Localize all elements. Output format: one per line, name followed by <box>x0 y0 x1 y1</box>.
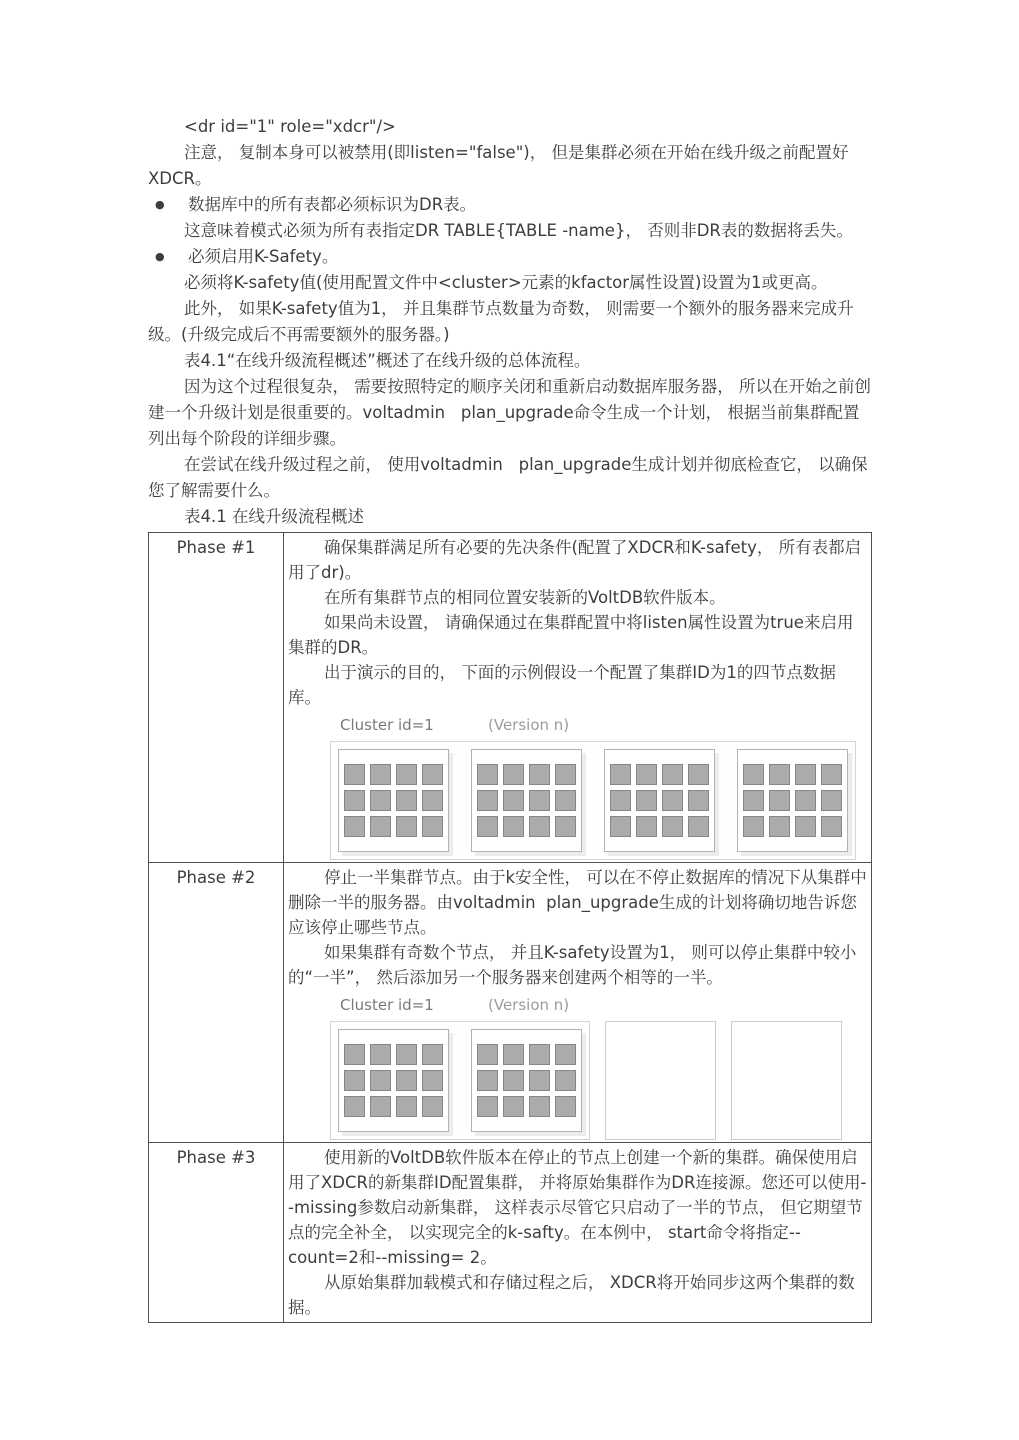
document-content <box>148 114 872 1323</box>
partition-square <box>422 1096 443 1117</box>
partition-square <box>477 1044 498 1065</box>
partition-square <box>769 790 790 811</box>
partition-square <box>743 816 764 837</box>
intro-paragraph: 此外， 如果K-safety值为1， 并且集群节点数量为奇数， 则需要一个额外的服务器来完成升级。(升级完成后不再需要额外的服务器。) <box>148 299 854 344</box>
partition-square <box>344 790 365 811</box>
server-node-stopped <box>731 1021 842 1140</box>
partition-square <box>636 816 657 837</box>
partition-square <box>555 1096 576 1117</box>
partition-square <box>370 1070 391 1091</box>
partition-square <box>503 764 524 785</box>
table-row <box>149 863 872 1143</box>
partition-square <box>422 816 443 837</box>
partition-square <box>795 816 816 837</box>
partition-square <box>555 1044 576 1065</box>
partition-square <box>821 790 842 811</box>
partition-square <box>529 764 550 785</box>
partition-grid <box>344 1044 443 1117</box>
partition-square <box>344 1044 365 1065</box>
partition-square <box>636 790 657 811</box>
partition-square <box>769 764 790 785</box>
cluster-boundary <box>330 741 856 860</box>
partition-square <box>503 790 524 811</box>
partition-square <box>662 790 683 811</box>
phase-label-cell <box>149 1143 284 1323</box>
server-node-running <box>737 749 848 852</box>
partition-square <box>477 816 498 837</box>
partition-grid <box>610 764 709 837</box>
cluster-diagram-phase2 <box>330 996 867 1140</box>
xml-snippet-line: <dr id="1" role="xdcr"/> <box>184 117 396 136</box>
table-caption: 表4.1 在线升级流程概述 <box>184 507 364 526</box>
partition-square <box>477 790 498 811</box>
partition-square <box>503 1070 524 1091</box>
partition-square <box>396 1070 417 1091</box>
partition-square <box>529 816 550 837</box>
partition-square <box>503 1044 524 1065</box>
partition-square <box>370 1044 391 1065</box>
partition-grid <box>344 764 443 837</box>
partition-grid <box>477 764 576 837</box>
partition-square <box>503 1096 524 1117</box>
cell-paragraph: 确保集群满足所有必要的先决条件(配置了XDCR和K-safety， 所有表都启用了dr)。 <box>288 538 862 582</box>
partition-square <box>396 1096 417 1117</box>
partition-square <box>370 764 391 785</box>
upgrade-phase-table <box>148 532 872 1323</box>
intro-paragraph: 表4.1“在线升级流程概述”概述了在线升级的总体流程。 <box>184 351 591 370</box>
partition-square <box>555 790 576 811</box>
intro-paragraph: 因为这个过程很复杂， 需要按照特定的顺序关闭和重新启动数据库服务器， 所以在开始之前创建一个升级计划是很重要的。voltadmin plan_upgrade命令生成一个计划， 根据当前集群配置列出每个阶段的详细步骤。 <box>148 377 871 448</box>
server-node-running <box>471 1029 582 1132</box>
partition-square <box>555 816 576 837</box>
intro-paragraph: 这意味着模式必须为所有表指定DR TABLE{TABLE -name}， 否则非DR表的数据将丢失。 <box>184 221 853 240</box>
phase-label-cell <box>149 863 284 1143</box>
partition-square <box>688 790 709 811</box>
partition-square <box>821 764 842 785</box>
partition-square <box>529 790 550 811</box>
partition-square <box>422 764 443 785</box>
partition-square <box>344 1096 365 1117</box>
partition-square <box>370 790 391 811</box>
cell-paragraph: 停止一半集群节点。由于k安全性， 可以在不停止数据库的情况下从集群中删除一半的服务器。由voltadmin plan_upgrade生成的计划将确切地告诉您应该停止哪些节点。 <box>288 868 867 937</box>
partition-square <box>688 816 709 837</box>
cell-paragraph: 如果集群有奇数个节点， 并且K-safety设置为1， 则可以停止集群中较小的“一半”， 然后添加另一个服务器来创建两个相等的一半。 <box>288 943 857 987</box>
partition-square <box>821 816 842 837</box>
bullet-icon: ● <box>155 198 165 211</box>
bullet-text: 必须启用K-Safety。 <box>188 247 339 266</box>
cluster-id-label: Cluster id=1 <box>340 996 434 1014</box>
partition-square <box>555 1070 576 1091</box>
cell-paragraph: 出于演示的目的， 下面的示例假设一个配置了集群ID为1的四节点数据库。 <box>288 663 836 707</box>
phase-label: Phase #1 <box>176 538 256 557</box>
table-row <box>149 1143 872 1323</box>
phase-body-cell <box>284 863 872 1143</box>
partition-square <box>344 1070 365 1091</box>
cluster-boundary <box>330 1021 590 1140</box>
cluster-id-label: Cluster id=1 <box>340 716 434 734</box>
partition-square <box>769 816 790 837</box>
diagram-labels <box>330 996 867 1014</box>
cell-paragraph: 在所有集群节点的相同位置安装新的VoltDB软件版本。 <box>324 588 726 607</box>
table-row <box>149 533 872 863</box>
bullet-icon: ● <box>155 250 165 263</box>
partition-square <box>529 1070 550 1091</box>
partition-grid <box>477 1044 576 1117</box>
partition-square <box>503 816 524 837</box>
partition-square <box>555 764 576 785</box>
partition-square <box>477 1096 498 1117</box>
cell-paragraph: 使用新的VoltDB软件版本在停止的节点上创建一个新的集群。确保使用启用了XDCR的新集群ID配置集群， 并将原始集群作为DR连接源。您还可以使用--missing参数启动新集群， 这样表示尽管它只启动了一半的节点， 但它期望节点的完全补全， 以实现完全的k-safty。在本例中， start命令将指定--count=2和--missing= 2。 <box>288 1148 867 1267</box>
partition-square <box>636 764 657 785</box>
cell-paragraph: 从原始集群加载模式和存储过程之后， XDCR将开始同步这两个集群的数据。 <box>288 1273 855 1317</box>
intro-paragraph: 必须将K-safety值(使用配置文件中<cluster>元素的kfactor属性设置)设置为1或更高。 <box>184 273 828 292</box>
server-row <box>330 741 867 860</box>
phase-body-cell <box>284 533 872 863</box>
cell-paragraph: 如果尚未设置， 请确保通过在集群配置中将listen属性设置为true来启用集群的DR。 <box>288 613 854 657</box>
bullet-item <box>148 244 872 270</box>
partition-square <box>370 816 391 837</box>
server-node-running <box>471 749 582 852</box>
partition-square <box>529 1096 550 1117</box>
bullet-item <box>148 192 872 218</box>
diagram-labels <box>330 716 867 734</box>
partition-square <box>396 790 417 811</box>
phase-body-cell <box>284 1143 872 1323</box>
partition-square <box>688 764 709 785</box>
server-node-running <box>338 1029 449 1132</box>
partition-square <box>396 1044 417 1065</box>
partition-square <box>795 764 816 785</box>
partition-square <box>344 764 365 785</box>
partition-square <box>477 1070 498 1091</box>
version-label: (Version n) <box>488 996 570 1014</box>
partition-square <box>422 790 443 811</box>
cluster-diagram-phase1 <box>330 716 867 860</box>
partition-square <box>422 1070 443 1091</box>
intro-paragraph: 注意， 复制本身可以被禁用(即listen="false")， 但是集群必须在开始在线升级之前配置好XDCR。 <box>148 143 849 188</box>
bullet-text: 数据库中的所有表都必须标识为DR表。 <box>188 195 477 214</box>
phase-label-cell <box>149 533 284 863</box>
partition-square <box>610 790 631 811</box>
phase-label: Phase #3 <box>176 1148 256 1167</box>
partition-square <box>743 764 764 785</box>
partition-square <box>795 790 816 811</box>
partition-square <box>396 764 417 785</box>
phase-label: Phase #2 <box>176 868 256 887</box>
partition-square <box>396 816 417 837</box>
partition-square <box>422 1044 443 1065</box>
server-row <box>330 1021 867 1140</box>
partition-grid <box>743 764 842 837</box>
partition-square <box>743 790 764 811</box>
partition-square <box>610 764 631 785</box>
partition-square <box>344 816 365 837</box>
partition-square <box>529 1044 550 1065</box>
intro-paragraph: 在尝试在线升级过程之前， 使用voltadmin plan_upgrade生成计划并彻底检查它， 以确保您了解需要什么。 <box>148 455 868 500</box>
partition-square <box>370 1096 391 1117</box>
server-node-running <box>338 749 449 852</box>
partition-square <box>662 816 683 837</box>
version-label: (Version n) <box>488 716 570 734</box>
server-node-running <box>604 749 715 852</box>
partition-square <box>610 816 631 837</box>
partition-square <box>662 764 683 785</box>
partition-square <box>477 764 498 785</box>
server-node-stopped <box>605 1021 716 1140</box>
